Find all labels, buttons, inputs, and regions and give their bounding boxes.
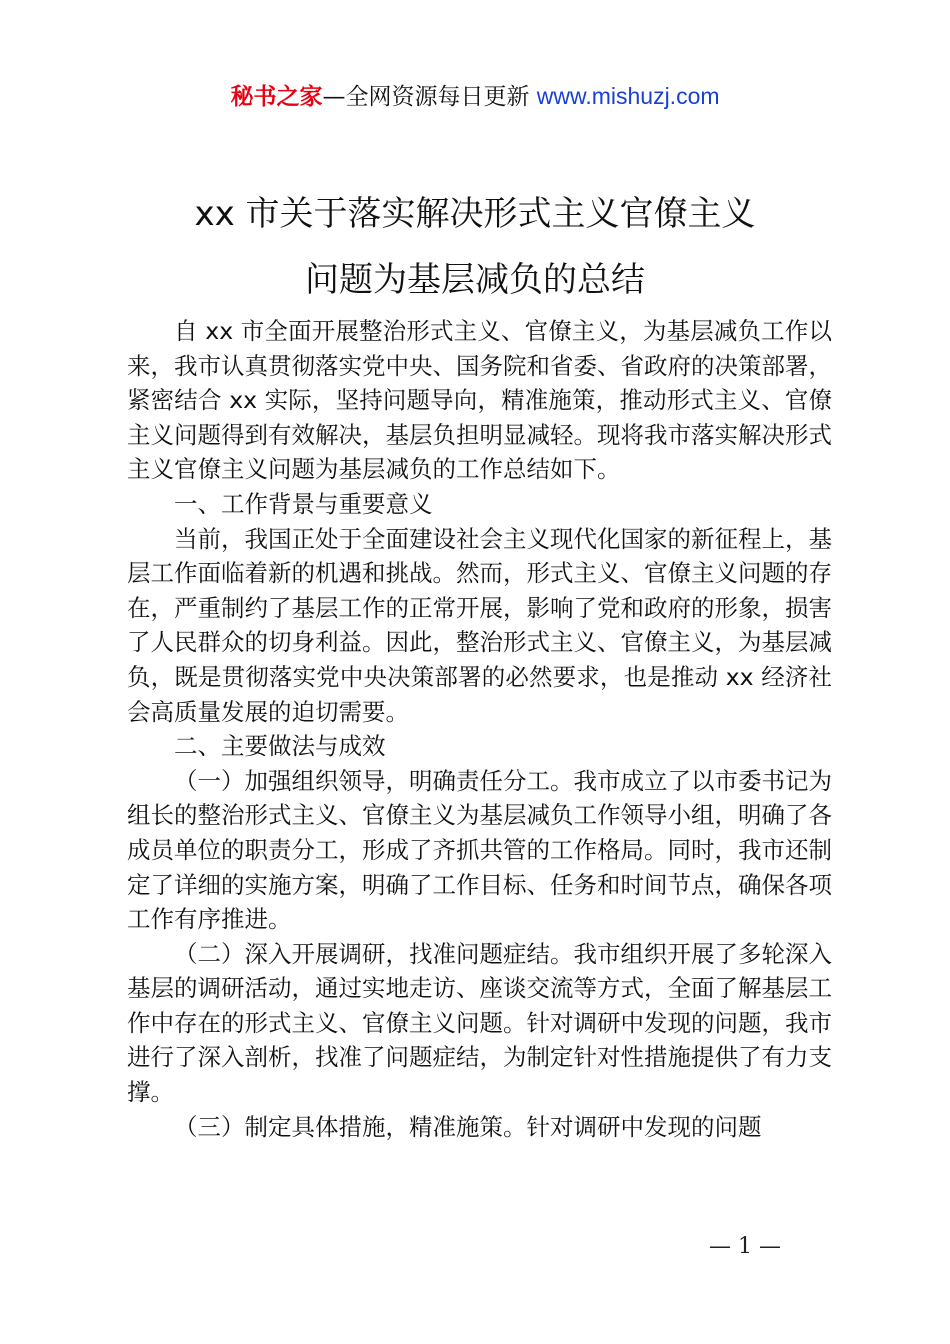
section-heading-1: 一、工作背景与重要意义 xyxy=(174,489,433,518)
section-heading-2: 二、主要做法与成效 xyxy=(174,732,386,761)
page-number: — 1 — xyxy=(709,1234,781,1259)
background-paragraph: 当前，我国正处于全面建设社会主义现代化国家的新征程上，基层工作面临着新的机遇和挑战。然而，形式主义、官僚主义问题的存在，严重制约了基层工作的正常开展，影响了党和政府的形象，损害了人民群众的切身利益。因此，整治形式主义、官僚主义，为基层减负，既是贯彻落实党中央决策部署的必然要求，也是推动 xx 经济社会高质量发展的迫切需要。 xyxy=(127,524,832,726)
measure-paragraph-1: （一）加强组织领导，明确责任分工。我市成立了以市委书记为组长的整治形式主义、官僚主义为基层减负工作领导小组，明确了各成员单位的职责分工，形成了齐抓共管的工作格局。同时，我市还制定了详细的实施方案，明确了工作目标、任务和时间节点，确保各项工作有序推进。 xyxy=(127,766,832,934)
document-body xyxy=(127,314,832,1144)
measure-paragraph-2: （二）深入开展调研，找准问题症结。我市组织开展了多轮深入基层的调研活动，通过实地走访、座谈交流等方式，全面了解基层工作中存在的形式主义、官僚主义问题。针对调研中发现的问题，我市进行了深入剖析，找准了问题症结，为制定针对性措施提供了有力支撑。 xyxy=(127,939,832,1107)
banner-slogan: —全网资源每日更新 xyxy=(322,84,537,110)
document-title-line-2: 问题为基层减负的总结 xyxy=(305,260,645,300)
document-title-line-1: xx 市关于落实解决形式主义官僚主义 xyxy=(194,194,756,234)
intro-paragraph: 自 xx 市全面开展整治形式主义、官僚主义，为基层减负工作以来，我市认真贯彻落实党中央、国务院和省委、省政府的决策部署，紧密结合 xx 实际，坚持问题导向，精准施策，推动形式主义、官僚主义问题得到有效解决，基层负担明显减轻。现将我市落实解决形式主义官僚主义问题为基层减负的工作总结如下。 xyxy=(127,317,832,484)
site-url[interactable]: www.mishuzj.com xyxy=(536,83,720,109)
site-banner xyxy=(0,80,950,113)
brand-name: 秘书之家 xyxy=(230,84,323,110)
measure-paragraph-3: （三）制定具体措施，精准施策。针对调研中发现的问题 xyxy=(174,1112,762,1141)
